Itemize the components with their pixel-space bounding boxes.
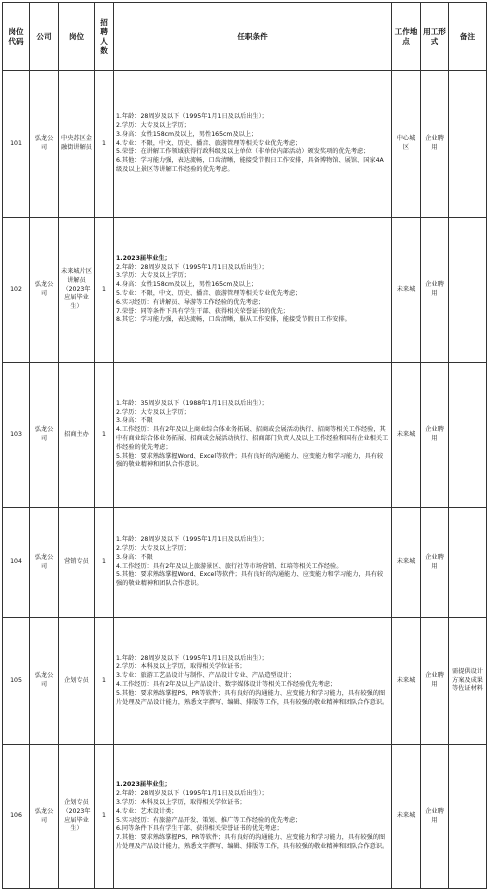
cell-company: 弘龙公司 xyxy=(30,508,59,618)
cell-remarks xyxy=(449,508,487,618)
cell-requirements xyxy=(114,218,392,363)
cell-location: 未来城 xyxy=(392,745,421,889)
header-requirements: 任职条件 xyxy=(114,3,392,71)
requirement-line: 2.年龄：28周岁及以下（1995年1月1日及以后出生）； xyxy=(116,263,268,271)
cell-position: 未来城片区讲解员（2023年应届毕业生） xyxy=(59,218,95,363)
cell-employment: 企业聘用 xyxy=(421,363,449,508)
cell-location: 未来城 xyxy=(392,218,421,363)
header-count: 招聘人数 xyxy=(95,3,114,71)
cell-company: 弘龙公司 xyxy=(30,71,59,218)
cell-employment: 企业聘用 xyxy=(421,745,449,889)
requirement-line: 1.2023届毕业生； xyxy=(116,781,171,789)
table-row xyxy=(3,508,487,618)
requirement-line: 7.其他：要求熟练掌握PS、PR等软件；具有良好的沟通能力、应变能力和学习能力，具有较强的图片处理及产品设计能力，熟悉文字撰写、编辑、排版等工作，具有较强的敬业精神和团队合作意识。 xyxy=(116,834,389,850)
requirement-line: 3.身高：不限 xyxy=(116,553,153,561)
cell-count: 1 xyxy=(95,71,114,218)
requirement-line: 2.年龄：28周岁及以下（1995年1月1日及以后出生）； xyxy=(116,790,268,798)
header-position: 岗位 xyxy=(59,3,95,71)
cell-company: 弘龙公司 xyxy=(30,745,59,889)
cell-company: 弘龙公司 xyxy=(30,218,59,363)
requirement-line: 1.年龄：28周岁及以下（1995年1月1日及以后出生）； xyxy=(116,113,268,121)
requirement-line: 3.身高：女性158cm及以上，男性165cm及以上； xyxy=(116,130,258,138)
table-row xyxy=(3,71,487,218)
requirement-line: 4.身高：女性158cm及以上，男性165cm及以上； xyxy=(116,281,258,289)
header-location: 工作地点 xyxy=(392,3,421,71)
cell-requirements xyxy=(114,618,392,745)
cell-employment: 企业聘用 xyxy=(421,508,449,618)
cell-location: 未来城 xyxy=(392,618,421,745)
requirement-line: 6.实习经历：有讲解员、导游等工作经验的优先考虑； xyxy=(116,298,265,306)
cell-remarks xyxy=(449,363,487,508)
requirement-line: 5.其他：要求熟练掌握Word、Excel等软件；具有良好的沟通能力、应变能力和学习能力，具有较强的敬业精神和团队合作意识。 xyxy=(116,571,384,588)
cell-count: 1 xyxy=(95,508,114,618)
requirement-line: 4.专业：艺术设计类； xyxy=(116,807,178,815)
requirement-line: 6.同等条件下具有学生干部、获得相关荣誉证书的优先考虑； xyxy=(116,825,283,833)
cell-employment: 企业聘用 xyxy=(421,618,449,745)
requirement-line: 2.学历：大专及以上学历； xyxy=(116,544,190,552)
cell-remarks xyxy=(449,71,487,218)
cell-remarks xyxy=(449,745,487,889)
cell-location: 未来城 xyxy=(392,363,421,508)
cell-requirements xyxy=(114,71,392,218)
cell-requirements xyxy=(114,363,392,508)
requirement-line: 5.其他：要求熟练掌握PS、PR等软件；具有良好的沟通能力、应变能力和学习能力，具有较强的图片处理及产品设计能力，熟悉文字撰写、编辑、排版等工作，具有较强的敬业精神和团队合作意识。 xyxy=(116,689,389,706)
table-row xyxy=(3,745,487,889)
cell-employment: 企业聘用 xyxy=(421,218,449,363)
table-row xyxy=(3,218,487,363)
requirement-line: 1.年龄：35周岁及以下（1988年1月1日及以后出生）； xyxy=(116,399,268,407)
requirement-line: 4.工作经历：具有2年及以上产品设计、数字媒体设计等相关工作经验优先考虑； xyxy=(116,681,337,688)
cell-employment: 企业聘用 xyxy=(421,71,449,218)
cell-count: 1 xyxy=(95,218,114,363)
cell-company: 弘龙公司 xyxy=(30,363,59,508)
requirement-line: 1.年龄：28周岁及以下（1995年1月1日及以后出生）； xyxy=(116,654,268,662)
requirement-line: 4.工作经历：具有2年及以上商业综合体业务拓展、招商或会展活动执行、招商等相关工作经验，其中有商业综合体业务拓展、招商或会展活动执行、招商部门负责人及以上工作经验和国有企业相关工作经验的优先考虑； xyxy=(116,426,389,451)
requirement-line: 2.学历：大专及以上学历； xyxy=(116,122,190,129)
cell-remarks xyxy=(449,218,487,363)
requirement-line: 2.学历：本科及以上学历，取得相关学位证书； xyxy=(116,663,246,671)
cell-code: 106 xyxy=(3,745,30,889)
cell-code: 102 xyxy=(3,218,30,363)
cell-requirements xyxy=(114,745,392,889)
requirement-line: 2.学历：大专及以上学历； xyxy=(116,408,190,416)
header-remarks: 备注 xyxy=(449,3,487,71)
requirement-line: 5.其他：要求熟练掌握Word、Excel等软件；具有良好的沟通能力、应变能力和学习能力，具有较强的敬业精神和团队合作意识。 xyxy=(116,452,384,469)
requirement-line: 3.学历：本科及以上学历，取得相关学位证书； xyxy=(116,798,246,806)
cell-requirements xyxy=(114,508,392,618)
requirement-line: 8.其它：学习能力强，表达流畅，口齿清晰，服从工作安排，能接受节假日工作安排。 xyxy=(116,316,351,324)
header-row xyxy=(3,3,487,71)
header-code: 岗位代码 xyxy=(3,3,30,71)
cell-code: 103 xyxy=(3,363,30,508)
requirement-line: 3.专业：旅游工艺品设计与制作、产品设计专业、产品造型设计； xyxy=(116,672,296,680)
recruitment-table xyxy=(2,2,487,889)
cell-company: 弘龙公司 xyxy=(30,618,59,745)
cell-count: 1 xyxy=(95,618,114,745)
cell-position: 招商主办 xyxy=(59,363,95,508)
cell-position: 企划专员（2023年应届毕业生） xyxy=(59,745,95,889)
cell-position: 营销专员 xyxy=(59,508,95,618)
requirement-line: 5.专业：不限，中文、历史、播音、旅游管理等相关专业优先考虑； xyxy=(116,290,302,297)
requirement-line: 4.工作经历：具有2年及以上旅游景区、旅行社等市场营销、红培等相关工作经验。 xyxy=(116,562,343,570)
requirement-line: 5.荣誉：在讲解工作领域获得行政科级及以上单位（非单位内部活动）颁发奖项的优先考虑； xyxy=(116,148,370,156)
requirement-line: 7.荣誉：同等条件下具有学生干部、获得相关荣誉证书的优先； xyxy=(116,307,289,315)
requirement-line: 1.2023届毕业生； xyxy=(116,254,171,262)
header-employment: 用工形式 xyxy=(421,3,449,71)
cell-count: 1 xyxy=(95,745,114,889)
cell-code: 105 xyxy=(3,618,30,745)
requirement-line: 3.学历：大专及以上学历； xyxy=(116,272,190,280)
requirement-line: 6.其他：学习能力强，表达流畅，口齿清晰，能接受节假日工作安排，具备博物馆、展馆、国家4A级及以上景区等讲解工作经验的优先考虑。 xyxy=(116,157,384,173)
cell-code: 101 xyxy=(3,71,30,218)
cell-location: 中心城区 xyxy=(392,71,421,218)
requirement-line: 5.实习经历：有旅游产品开发、策划、推广等工作经验的优先考虑； xyxy=(116,816,302,824)
cell-code: 104 xyxy=(3,508,30,618)
requirement-line: 1.年龄：28周岁及以下（1995年1月1日及以后出生）； xyxy=(116,536,268,544)
cell-count: 1 xyxy=(95,363,114,508)
cell-position: 企划专员 xyxy=(59,618,95,745)
requirement-line: 3.身高：不限 xyxy=(116,417,153,425)
table-row xyxy=(3,363,487,508)
cell-remarks: 需提供设计方案及成果等佐证材料 xyxy=(449,618,487,745)
recruitment-table-page xyxy=(2,2,486,892)
table-row xyxy=(3,618,487,745)
requirement-line: 4.专业：不限，中文、历史、播音、旅游管理等相关专业优先考虑； xyxy=(116,139,302,147)
header-company: 公司 xyxy=(30,3,59,71)
cell-position: 中央苏区金融街讲解员 xyxy=(59,71,95,218)
cell-location: 未来城 xyxy=(392,508,421,618)
